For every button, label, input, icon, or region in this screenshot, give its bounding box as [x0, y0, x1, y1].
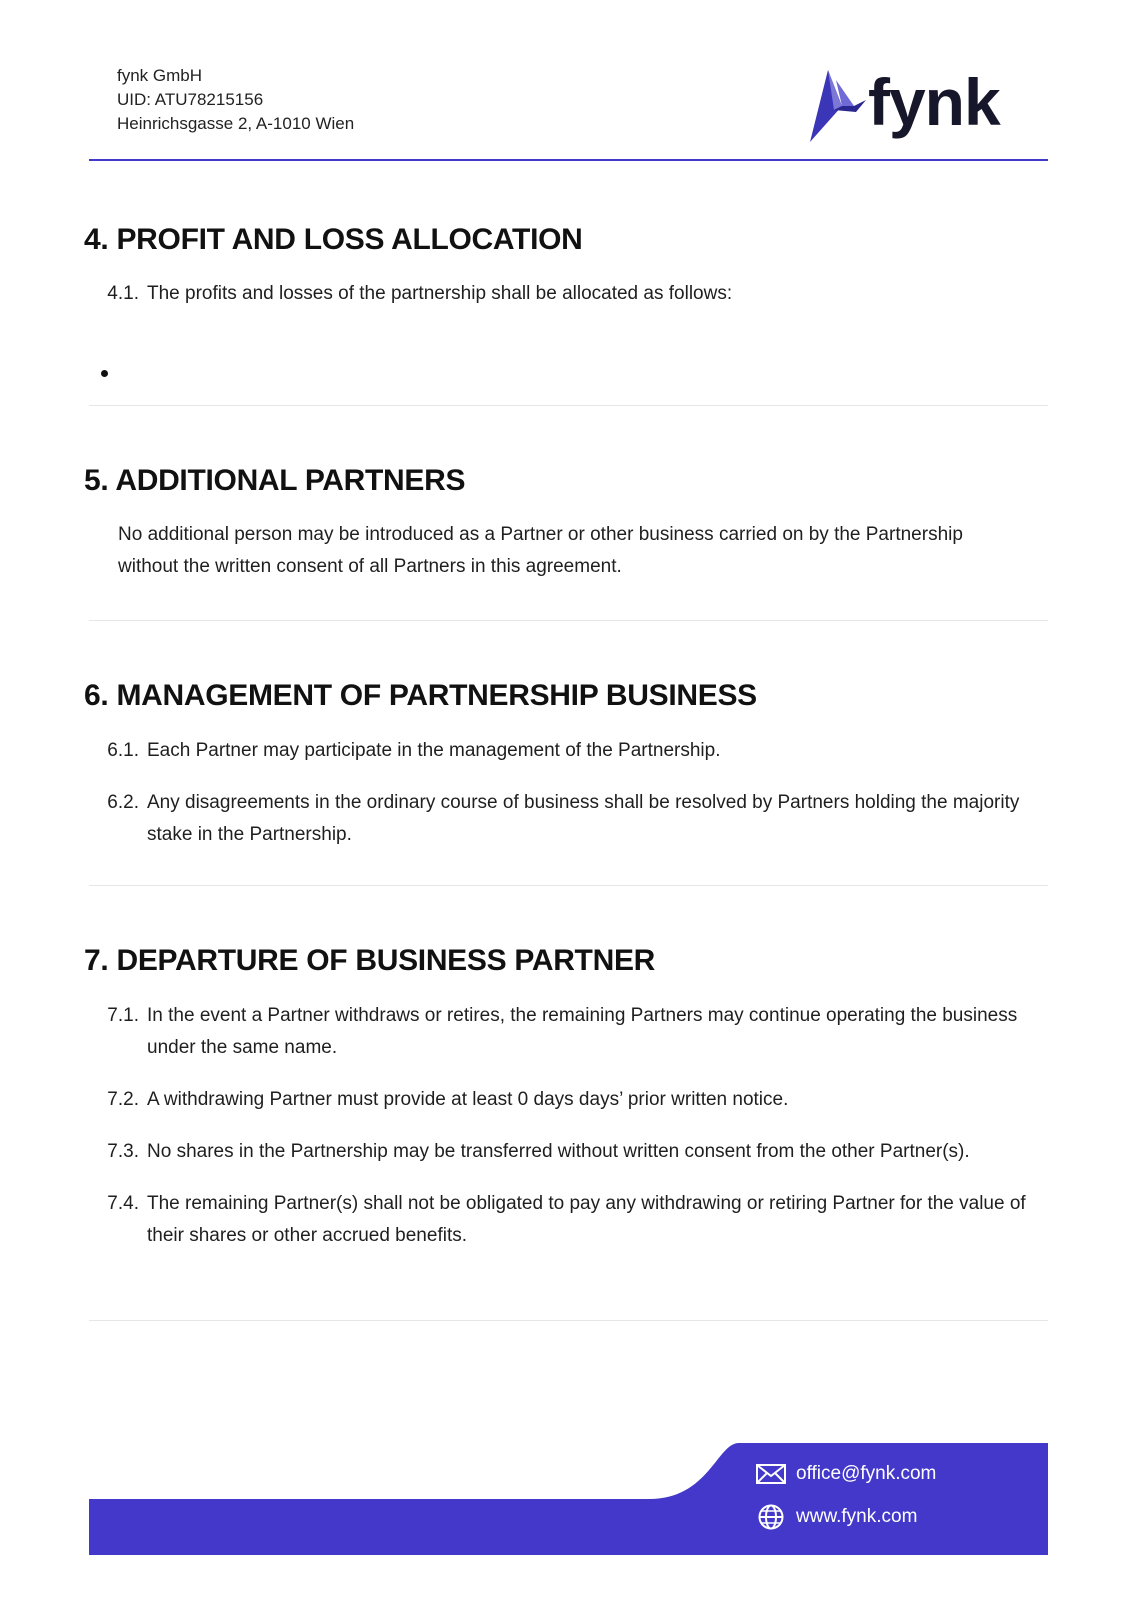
section-divider: [89, 885, 1048, 886]
envelope-icon: [756, 1461, 786, 1487]
list-item: [107, 1188, 1027, 1252]
section-divider: [89, 405, 1048, 406]
section-6-items: [107, 735, 1027, 851]
header-divider: [89, 159, 1048, 161]
section-4-items: [107, 278, 1027, 310]
item-number: 7.3.: [107, 1141, 139, 1162]
item-number: 6.2.: [107, 792, 139, 813]
item-text: Any disagreements in the ordinary course of business shall be resolved by Partners holding the majority stake in the Partnership.: [147, 792, 1020, 845]
section-departure: [84, 943, 1044, 979]
section-additional-partners: [84, 463, 1044, 499]
section-paragraph: No additional person may be introduced as a Partner or other business carried on by the Partnership without the written consent of all Partners in this agreement.: [118, 524, 963, 577]
bird-logo-icon: [808, 66, 870, 146]
item-number: 6.1.: [107, 740, 139, 761]
footer-website[interactable]: [756, 1504, 917, 1530]
item-number: 7.1.: [107, 1005, 139, 1026]
item-text: The remaining Partner(s) shall not be obligated to pay any withdrawing or retiring Partner for the value of their shares or other accrued benefits.: [147, 1193, 1026, 1246]
section-management: [84, 678, 1044, 714]
section-title: 7. DEPARTURE OF BUSINESS PARTNER: [84, 944, 656, 977]
company-name: fynk GmbH: [117, 66, 203, 85]
company-info: [117, 64, 354, 136]
footer-band: [89, 1443, 1048, 1555]
item-text: Each Partner may participate in the management of the Partnership.: [147, 740, 721, 761]
list-item: [107, 787, 1027, 851]
footer-email[interactable]: [756, 1461, 936, 1487]
list-item: [107, 1084, 1027, 1116]
item-number: 7.2.: [107, 1089, 139, 1110]
list-item: [107, 1136, 1027, 1168]
list-item: [107, 278, 1027, 310]
section-title: 4. PROFIT AND LOSS ALLOCATION: [84, 223, 583, 256]
globe-icon: [756, 1504, 786, 1530]
section-7-items: [107, 1000, 1027, 1252]
footer-website-text[interactable]: www.fynk.com: [796, 1506, 918, 1527]
item-number: 4.1.: [107, 283, 139, 304]
footer-background: [89, 1443, 1048, 1555]
section-profit-loss: [84, 222, 1044, 258]
fynk-logo: [808, 62, 1008, 142]
item-text: A withdrawing Partner must provide at least 0 days days’ prior written notice.: [147, 1089, 789, 1110]
item-text: The profits and losses of the partnership shall be allocated as follows:: [147, 283, 733, 304]
list-item: [107, 1000, 1027, 1064]
section-title: 6. MANAGEMENT OF PARTNERSHIP BUSINESS: [84, 679, 757, 712]
footer-email-text[interactable]: office@fynk.com: [796, 1463, 937, 1484]
list-item: [107, 735, 1027, 767]
logo-wordmark: fynk: [868, 65, 1000, 139]
item-number: 7.4.: [107, 1193, 139, 1214]
empty-bullet: [101, 370, 108, 377]
section-divider: [89, 620, 1048, 621]
section-divider: [89, 1320, 1048, 1321]
section-5-body: [118, 519, 998, 583]
company-address: Heinrichsgasse 2, A-1010 Wien: [117, 114, 355, 133]
section-title: 5. ADDITIONAL PARTNERS: [84, 464, 466, 497]
item-text: In the event a Partner withdraws or retires, the remaining Partners may continue operating the business under the same name.: [147, 1005, 1018, 1058]
item-text: No shares in the Partnership may be transferred without written consent from the other Partner(s).: [147, 1141, 970, 1162]
company-uid: UID: ATU78215156: [117, 90, 264, 109]
